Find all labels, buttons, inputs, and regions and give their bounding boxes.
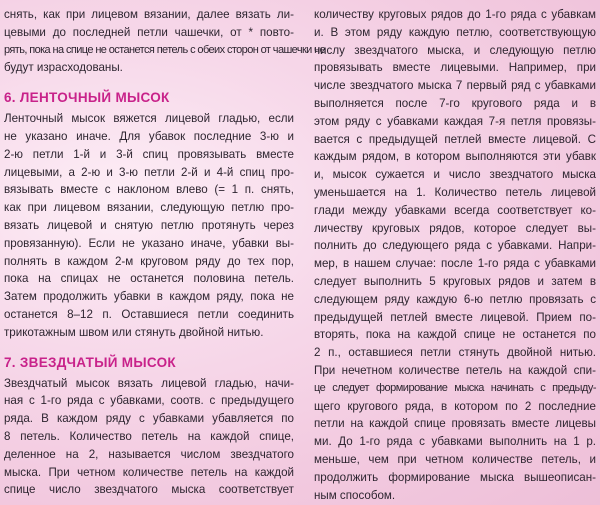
text-line: мер, в нашем случае: после 1-го ряда с убавками — [314, 257, 596, 271]
star-toe-continued-body — [314, 6, 596, 504]
text-line: следующем ряду каждую 6-ю петлю провязать с — [314, 292, 596, 306]
text-line: и, мысок сужается и число звездчатого мыска — [314, 168, 596, 182]
text-line: снять, как при лицевом вязании, далее вязать ли- — [4, 8, 294, 21]
text-line: каждым рядом, в котором выполняются эти убавк — [314, 150, 596, 164]
text-line: будут израсходованы. — [4, 61, 123, 75]
left-column — [4, 6, 326, 499]
text-line: При нечетном количестве петель на каждой спи- — [314, 363, 596, 377]
text-line: вязывать вместе с наклоном влево (= 1 п. снять, — [4, 183, 294, 197]
text-line: ная с 1-го ряда с убавками, соотв. с предыдущего — [4, 394, 294, 408]
text-line: пока на спицах не останется половина петель. — [4, 272, 294, 286]
text-line: 2 п., оставшиеся петли стянуть двойной нитью. — [314, 346, 596, 360]
text-line: трикотажным швом или стянуть двойной нитью. — [4, 325, 264, 339]
text-line: рять, пока на спице не останется петель с обеих сторон от чашечки не — [4, 43, 326, 56]
text-line: продолжить формирование мыска вышеописан- — [314, 470, 596, 484]
text-line: лицевыми, а 2-ю и 3-ю петли 2-й и 4-й спиц про- — [4, 165, 294, 179]
text-line: числу звездчатого мыска, и следующую петлю — [314, 43, 596, 57]
text-line: меньше, чем при четном количестве петель, и — [314, 452, 596, 466]
text-line: количеству круговых рядов до 1-го ряда с убавкам — [314, 8, 596, 21]
text-line: провязанную). Если не указано иначе, убавки вы- — [4, 236, 294, 250]
text-line: глади между убавками всегда соответствует ко- — [314, 203, 596, 217]
right-column — [314, 6, 596, 504]
text-line: вязать лицевой и снятую петлю протянуть через — [4, 218, 294, 232]
text-line: следует выполнить 5 круговых рядов и затем в — [314, 274, 596, 288]
text-line: це следует формирование мыска начинать с предыду- — [314, 381, 596, 394]
text-line: деленное на 2, называется числом звездчатого — [4, 447, 294, 461]
text-line: цевыми до последней петли чашечки, от * повто- — [4, 25, 294, 39]
text-line: не указано иначе. Для убавок последние 3-ю и — [4, 129, 294, 143]
intro-paragraph — [4, 6, 326, 77]
text-line: предыдущей петлей вместе лицевой. Прием по- — [314, 310, 596, 324]
text-line: и. В этом ряду каждую петлю, соответствующую — [314, 25, 596, 39]
text-line: Затем продолжить убавки в каждом ряду, пока не — [4, 290, 294, 304]
section-star-toe-body — [4, 375, 294, 500]
text-line: щего кругового ряда, в котором по 2 последние — [314, 399, 596, 413]
text-line: мыска. При четном количестве петель на каждой — [4, 465, 294, 479]
text-line: личеству круговых рядов, которое следует вы- — [314, 221, 596, 235]
text-line: Ленточный мысок вяжется лицевой гладью, если — [4, 112, 294, 126]
text-line: провязывать вместе лицевыми. Например, при — [314, 61, 596, 75]
text-line: ным способом. — [314, 488, 396, 502]
text-line: вторять, пока на каждой спице не останется по — [314, 328, 596, 342]
text-line: выполняется после 7-го кругового ряда и в — [314, 96, 596, 110]
text-line: ряда. В каждом ряду с убавками убавляется по — [4, 412, 294, 426]
text-line: как при лицевом вязании, следующую петлю про- — [4, 201, 294, 215]
text-line: ми. До 1-го ряда с убавками выполнить на 1 р. — [314, 435, 596, 449]
text-line: полнять в каждом 2-м круговом ряду до тех пор, — [4, 254, 294, 268]
text-line: петли на каждой спице провязать вместе лицевы — [314, 417, 596, 431]
text-line: вается с предыдущей петлей вместе лицевой. С — [314, 132, 596, 146]
text-line: 8 петель. Количество петель на каждой спице, — [4, 429, 294, 443]
text-line: уменьшается на 1. Количество петель лицевой — [314, 185, 596, 199]
section-ribbon-toe-body — [4, 110, 294, 341]
text-line: Звездчатый мысок вязать лицевой гладью, начи- — [4, 376, 294, 390]
text-line: полнить до следующего ряда с убавками. Напри- — [314, 239, 596, 253]
text-line: этом ряду с убавками каждая 7-я петля провязы- — [314, 114, 596, 128]
section-heading-star-toe: 7. ЗВЕЗДЧАТЫЙ МЫСОК — [4, 354, 176, 370]
text-line: останется 8–12 п. Оставшиеся петли соединить — [4, 307, 294, 321]
section-heading-ribbon-toe: 6. ЛЕНТОЧНЫЙ МЫСОК — [4, 90, 170, 106]
text-line: числе звездчатого мыска 7 первый ряд с убавками — [314, 79, 596, 93]
text-line: спице число звездчатого мыска соответствует — [4, 483, 294, 497]
text-line: 2-ю петли 1-й и 3-й спиц провязывать вместе — [4, 147, 294, 161]
